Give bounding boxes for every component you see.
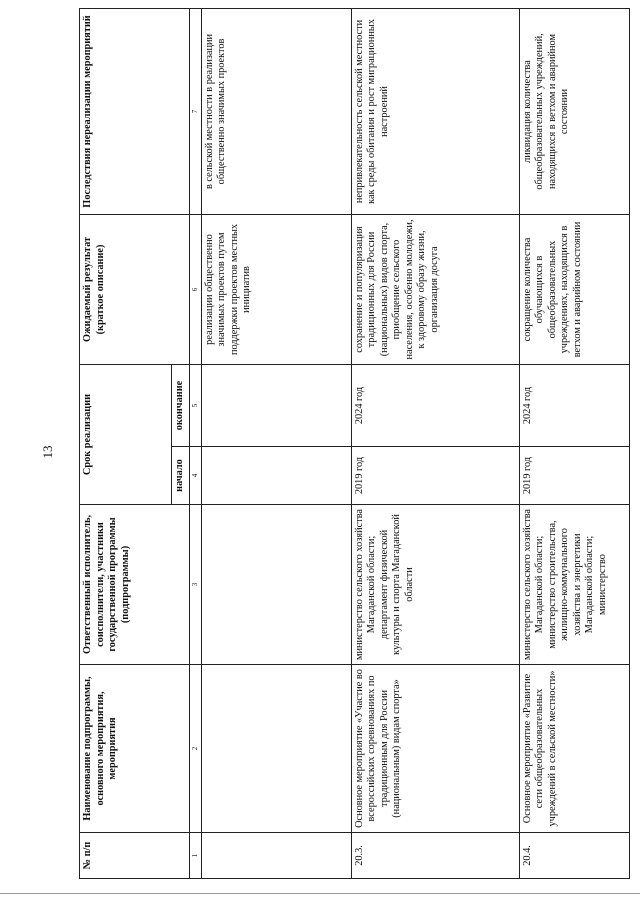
column-number: 2 [189, 665, 201, 833]
page-bottom-rule [0, 893, 640, 894]
header-end: окончание [172, 365, 190, 447]
row-end: 2024 год [519, 365, 629, 447]
column-number: 1 [189, 833, 201, 879]
row-responsible: министерство сельского хозяйства Магаданской области; департамент физической культуры и спорта Магаданской области [351, 505, 519, 665]
row-responsible [201, 505, 351, 665]
header-period: Срок реализации [80, 365, 172, 505]
row-start: 2019 год [519, 447, 629, 505]
row-consequences: в сельской местности в реализации общественно значимых проектов [201, 9, 351, 215]
page-number: 13 [40, 445, 55, 459]
header-responsible: Ответственный исполнитель, соисполнители, участники государственной программы (подпрограммы) [80, 505, 190, 665]
column-number: 3 [189, 505, 201, 665]
row-name: Основное мероприятие «Участие во всероссийских соревнованиях по традиционным для России (национальным) видам спорта» [351, 665, 519, 833]
header-num: № п/п [80, 833, 190, 879]
row-result: сохранение и популяризация традиционных для России (национальных) видов спорта, приобщение сельского населения, особенно молодежи, к здоровому образу жизни, организация досуга [351, 215, 519, 365]
row-result: сокращение количества обучающихся в общеобразовательных учреждениях, находящихся в ветхом и аварийном состоянии [519, 215, 629, 365]
row-consequences: непривлекательность сельской местности как среды обитания и рост миграционных настроений [351, 9, 519, 215]
table-row [201, 9, 351, 879]
header-consequences: Последствия нереализации мероприятий [80, 9, 190, 215]
row-result: реализации общественно значимых проектов путем поддержки проектов местных инициатив [201, 215, 351, 365]
row-start: 2019 год [351, 447, 519, 505]
header-start: начало [172, 447, 190, 505]
column-number-row [189, 9, 201, 879]
row-name: Основное мероприятие «Развитие сети общеобразовательных учреждений в сельской местности» [519, 665, 629, 833]
row-start [201, 447, 351, 505]
header-row [80, 9, 172, 879]
row-consequences: ликвидация количества общеобразовательных учреждений, находящихся в ветхом и аварийном состоянии [519, 9, 629, 215]
table-row [351, 9, 519, 879]
row-number [201, 833, 351, 879]
column-number: 7 [189, 9, 201, 215]
header-result: Ожидаемый результат (краткое описание) [80, 215, 190, 365]
header-name: Наименование подпрограммы, основного мероприятия, мероприятия [80, 665, 190, 833]
rotated-table-wrapper [79, 9, 620, 879]
column-number: 4 [189, 447, 201, 505]
row-number: 20.4. [519, 833, 629, 879]
row-end [201, 365, 351, 447]
row-end: 2024 год [351, 365, 519, 447]
column-number: 6 [189, 215, 201, 365]
row-responsible: министерство сельского хозяйства Магаданской области; министерство строительства, жилищно-коммунального хозяйства и энергетики Магаданской области; министерство [519, 505, 629, 665]
table-row [519, 9, 629, 879]
program-measures-table [79, 8, 630, 879]
column-number: 5 [189, 365, 201, 447]
row-number: 20.3. [351, 833, 519, 879]
row-name [201, 665, 351, 833]
